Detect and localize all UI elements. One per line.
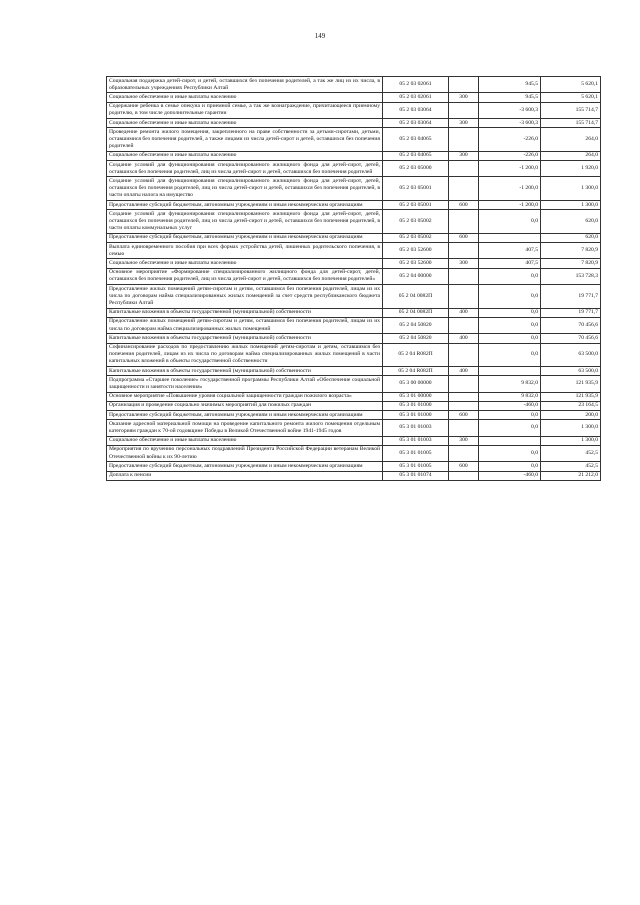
row-name: Создание условий для функционирования специализированного жилищного фонда для детей-сирот, детей, оставшихся без попечения родителей, лиц из числа детей-сирот и детей, оставшихся без попечения родителей: [107, 161, 383, 177]
table-row: [107, 392, 601, 401]
row-code: 05 2 03 03064: [383, 119, 449, 128]
row-expense-type: 300: [449, 259, 479, 268]
row-code: 05 3 01 00000: [383, 392, 449, 401]
row-change-amount: 9 832,0: [479, 376, 541, 392]
row-name: Предоставление субсидий бюджетным, автономным учреждениям и иным некоммерческим организациям: [107, 411, 383, 420]
row-name: Доплата к пенсии: [107, 471, 383, 480]
row-name: Предоставление субсидий бюджетным, автономным учреждениям и иным некоммерческим организациям: [107, 233, 383, 242]
row-expense-type: 600: [449, 233, 479, 242]
table-row: [107, 420, 601, 436]
row-total-amount: 620,0: [541, 233, 601, 242]
row-change-amount: 407,5: [479, 259, 541, 268]
row-code: 05 3 01 01005: [383, 445, 449, 461]
row-total-amount: 452,5: [541, 445, 601, 461]
row-total-amount: 121 935,9: [541, 392, 601, 401]
row-expense-type: [449, 128, 479, 152]
row-change-amount: -1 200,0: [479, 161, 541, 177]
row-code: 05 2 04 50820: [383, 334, 449, 343]
row-name: Софинансирование расходов по предоставлению жилых помещений детям-сиротам и детям, оставшимся без попечения родителей, лицам из их числа по договорам найма специализированных жилых помещений в части капитальных вложений в объекты государственной собственности: [107, 343, 383, 367]
row-code: 05 2 03 02061: [383, 77, 449, 93]
row-name: Капитальные вложения в объекты государственной (муниципальной) собственности: [107, 367, 383, 376]
table-row: [107, 471, 601, 480]
table-row: [107, 151, 601, 160]
row-expense-type: [449, 445, 479, 461]
row-name: Проведение ремонта жилого помещения, закрепленного на праве собственности за детьми-сиротами, детьми, оставшимися без попечения родителей, а также лицами из числа детей-сирот и детей, оставшихся без попечения родителей: [107, 128, 383, 152]
row-name: Социальная поддержка детей-сирот, и детей, оставшихся без попечения родителей, а так же лиц из их числа, в образовательных учреждениях Республики Алтай: [107, 77, 383, 93]
table-row: [107, 436, 601, 445]
row-total-amount: 153 728,3: [541, 268, 601, 284]
table-row: [107, 93, 601, 102]
row-total-amount: 19 771,7: [541, 308, 601, 317]
row-code: 05 2 04 00000: [383, 268, 449, 284]
row-change-amount: -3 600,3: [479, 102, 541, 118]
row-change-amount: 945,5: [479, 93, 541, 102]
table-row: [107, 102, 601, 118]
row-change-amount: 0,0: [479, 343, 541, 367]
row-expense-type: 600: [449, 411, 479, 420]
row-expense-type: 400: [449, 367, 479, 376]
row-change-amount: -460,0: [479, 471, 541, 480]
row-expense-type: [449, 161, 479, 177]
row-code: 05 2 03 05002: [383, 210, 449, 234]
row-name: Капитальные вложения в объекты государственной (муниципальной) собственности: [107, 334, 383, 343]
row-expense-type: 300: [449, 151, 479, 160]
row-code: 05 2 03 52600: [383, 259, 449, 268]
row-expense-type: [449, 243, 479, 259]
row-code: 05 2 03 04065: [383, 128, 449, 152]
row-change-amount: 0,0: [479, 420, 541, 436]
row-name: Предоставление жилых помещений детям-сиротам и детям, оставшимся без попечения родителей, лицам из их числа по договорам найма специализированных жилых помещений за счет средств республиканского бюджета Республики Алтай: [107, 285, 383, 309]
row-change-amount: 0,0: [479, 411, 541, 420]
row-total-amount: 63 500,0: [541, 367, 601, 376]
row-total-amount: 452,5: [541, 462, 601, 471]
row-name: Выплата единовременного пособия при всех формах устройства детей, лишенных родительского попечения, в семью: [107, 243, 383, 259]
row-change-amount: [479, 436, 541, 445]
row-total-amount: 5 620,1: [541, 93, 601, 102]
row-total-amount: 620,0: [541, 210, 601, 234]
row-name: Подпрограмма «Старшее поколение» государственной программы Республики Алтай «Обеспечение социальной защищенности и занятости населения»: [107, 376, 383, 392]
row-change-amount: 0,0: [479, 285, 541, 309]
row-name: Создание условий для функционирования специализированного жилищного фонда для детей-сирот, детей, оставшихся без попечения родителей, лиц из числа детей-сирот и детей, оставшихся без попечения родителей, в части оплаты коммунальных услуг: [107, 210, 383, 234]
row-change-amount: 0,0: [479, 445, 541, 461]
row-total-amount: 7 820,9: [541, 259, 601, 268]
row-code: 05 3 01 01000: [383, 411, 449, 420]
row-code: 05 2 03 03064: [383, 102, 449, 118]
row-code: 05 3 01 01074: [383, 471, 449, 480]
row-name: Предоставление субсидий бюджетным, автономным учреждениям и иным некоммерческим организациям: [107, 201, 383, 210]
table-row: [107, 268, 601, 284]
row-name: Создание условий для функционирования специализированного жилищного фонда для детей-сирот, детей, оставшихся без попечения родителей, лиц из числа детей-сирот и детей, оставшихся без попечения родителей, в части оплаты налога на имущество: [107, 177, 383, 201]
row-code: 05 3 01 01000: [383, 401, 449, 410]
row-expense-type: [449, 102, 479, 118]
budget-table: [106, 76, 601, 481]
row-expense-type: 300: [449, 93, 479, 102]
row-code: 05 3 01 01003: [383, 436, 449, 445]
row-total-amount: 21 212,0: [541, 471, 601, 480]
row-change-amount: -460,0: [479, 401, 541, 410]
row-expense-type: [449, 343, 479, 367]
row-code: 05 2 03 05001: [383, 201, 449, 210]
row-total-amount: 1 300,0: [541, 420, 601, 436]
row-change-amount: 407,5: [479, 243, 541, 259]
table-row: [107, 259, 601, 268]
row-code: 05 2 03 02061: [383, 93, 449, 102]
row-name: Содержание ребенка в семье опекуна и приемной семье, а так же вознаграждение, причитающееся приемному родителю, в том числе дополнительные гарантии: [107, 102, 383, 118]
row-expense-type: 300: [449, 436, 479, 445]
table-row: [107, 119, 601, 128]
row-expense-type: 600: [449, 462, 479, 471]
row-expense-type: [449, 268, 479, 284]
row-expense-type: [449, 420, 479, 436]
row-total-amount: 121 935,9: [541, 376, 601, 392]
table-row: [107, 462, 601, 471]
row-change-amount: -3 600,3: [479, 119, 541, 128]
row-name: Социальное обеспечение и иные выплаты населению: [107, 436, 383, 445]
table-row: [107, 411, 601, 420]
row-total-amount: 1 300,0: [541, 201, 601, 210]
row-total-amount: 70 456,6: [541, 317, 601, 333]
row-name: Капитальные вложения в объекты государственной (муниципальной) собственности: [107, 308, 383, 317]
row-expense-type: [449, 392, 479, 401]
row-change-amount: 0,0: [479, 308, 541, 317]
row-change-amount: 0,0: [479, 268, 541, 284]
page-number: 149: [314, 32, 326, 40]
row-name: Организация и проведение социально значимых мероприятий для пожилых граждан: [107, 401, 383, 410]
table-row: [107, 367, 601, 376]
row-code: 05 3 01 01003: [383, 420, 449, 436]
row-name: Оказание адресной материальной помощи на проведение капитального ремонта жилого помещения отдельным категориям граждан к 70-ой годовщине Победы в Великой Отечественной войне 1941-1945 годов: [107, 420, 383, 436]
table-row: [107, 243, 601, 259]
row-code: 05 2 04 R082П: [383, 343, 449, 367]
row-change-amount: [479, 233, 541, 242]
row-name: Социальное обеспечение и иные выплаты населению: [107, 119, 383, 128]
table-row: [107, 308, 601, 317]
table-row: [107, 376, 601, 392]
row-name: Социальное обеспечение и иные выплаты населению: [107, 93, 383, 102]
row-total-amount: 264,0: [541, 151, 601, 160]
budget-table-body: [107, 77, 601, 481]
table-row: [107, 445, 601, 461]
row-expense-type: [449, 317, 479, 333]
row-code: 05 2 03 04065: [383, 151, 449, 160]
row-name: Основное мероприятие «Повышение уровня социальной защищенности граждан пожилого возраста»: [107, 392, 383, 401]
row-change-amount: 9 832,0: [479, 392, 541, 401]
row-expense-type: 600: [449, 201, 479, 210]
row-code: 05 2 04 0082П: [383, 308, 449, 317]
row-total-amount: 5 620,1: [541, 77, 601, 93]
row-total-amount: 1 300,0: [541, 436, 601, 445]
row-total-amount: 200,0: [541, 411, 601, 420]
row-change-amount: 0,0: [479, 210, 541, 234]
table-row: [107, 161, 601, 177]
table-row: [107, 334, 601, 343]
row-code: 05 2 04 50820: [383, 317, 449, 333]
row-change-amount: 0,0: [479, 317, 541, 333]
row-name: Социальное обеспечение и иные выплаты населению: [107, 151, 383, 160]
table-row: [107, 201, 601, 210]
table-row: [107, 285, 601, 309]
row-total-amount: 70 456,6: [541, 334, 601, 343]
row-name: Основное мероприятие «Формирование специализированного жилищного фонда для детей-сирот, детей, оставшихся без попечения родителей, лиц из числа детей-сирот и детей, оставшихся без попечения родителей»: [107, 268, 383, 284]
row-code: 05 2 03 05002: [383, 233, 449, 242]
row-total-amount: 155 714,7: [541, 119, 601, 128]
row-change-amount: -226,0: [479, 151, 541, 160]
row-expense-type: 400: [449, 308, 479, 317]
row-total-amount: 1 300,0: [541, 177, 601, 201]
row-total-amount: 23 164,5: [541, 401, 601, 410]
table-row: [107, 343, 601, 367]
table-row: [107, 401, 601, 410]
table-row: [107, 128, 601, 152]
table-row: [107, 210, 601, 234]
row-name: Мероприятия по вручению персональных поздравлений Президента Российской Федерации ветеранам Великой Отечественной войны к их 90-летию: [107, 445, 383, 461]
row-change-amount: 0,0: [479, 334, 541, 343]
table-row: [107, 317, 601, 333]
row-total-amount: 264,0: [541, 128, 601, 152]
row-expense-type: [449, 210, 479, 234]
row-name: Социальное обеспечение и иные выплаты населению: [107, 259, 383, 268]
table-row: [107, 77, 601, 93]
row-total-amount: 63 500,0: [541, 343, 601, 367]
row-code: 05 3 01 01005: [383, 462, 449, 471]
row-change-amount: -226,0: [479, 128, 541, 152]
row-expense-type: 300: [449, 119, 479, 128]
row-code: 05 2 04 0082П: [383, 285, 449, 309]
row-change-amount: [479, 367, 541, 376]
row-total-amount: 155 714,7: [541, 102, 601, 118]
row-expense-type: [449, 376, 479, 392]
row-expense-type: 400: [449, 334, 479, 343]
row-name: Предоставление жилых помещений детям-сиротам и детям, оставшимся без попечения родителей, лицам из их числа по договорам найма специализированных жилых помещений: [107, 317, 383, 333]
row-expense-type: [449, 285, 479, 309]
table-row: [107, 177, 601, 201]
row-change-amount: 0,0: [479, 462, 541, 471]
row-change-amount: -1 200,0: [479, 201, 541, 210]
row-total-amount: 1 920,0: [541, 161, 601, 177]
row-code: 05 2 04 R082П: [383, 367, 449, 376]
row-total-amount: 19 771,7: [541, 285, 601, 309]
row-total-amount: 7 820,9: [541, 243, 601, 259]
row-change-amount: -1 200,0: [479, 177, 541, 201]
row-expense-type: [449, 77, 479, 93]
row-expense-type: [449, 471, 479, 480]
row-code: 05 2 03 52600: [383, 243, 449, 259]
row-code: 05 2 03 05001: [383, 177, 449, 201]
row-name: Предоставление субсидий бюджетным, автономным учреждениям и иным некоммерческим организациям: [107, 462, 383, 471]
row-code: 05 3 00 00000: [383, 376, 449, 392]
row-expense-type: [449, 177, 479, 201]
row-expense-type: [449, 401, 479, 410]
row-code: 05 2 03 05000: [383, 161, 449, 177]
table-row: [107, 233, 601, 242]
row-change-amount: 945,5: [479, 77, 541, 93]
